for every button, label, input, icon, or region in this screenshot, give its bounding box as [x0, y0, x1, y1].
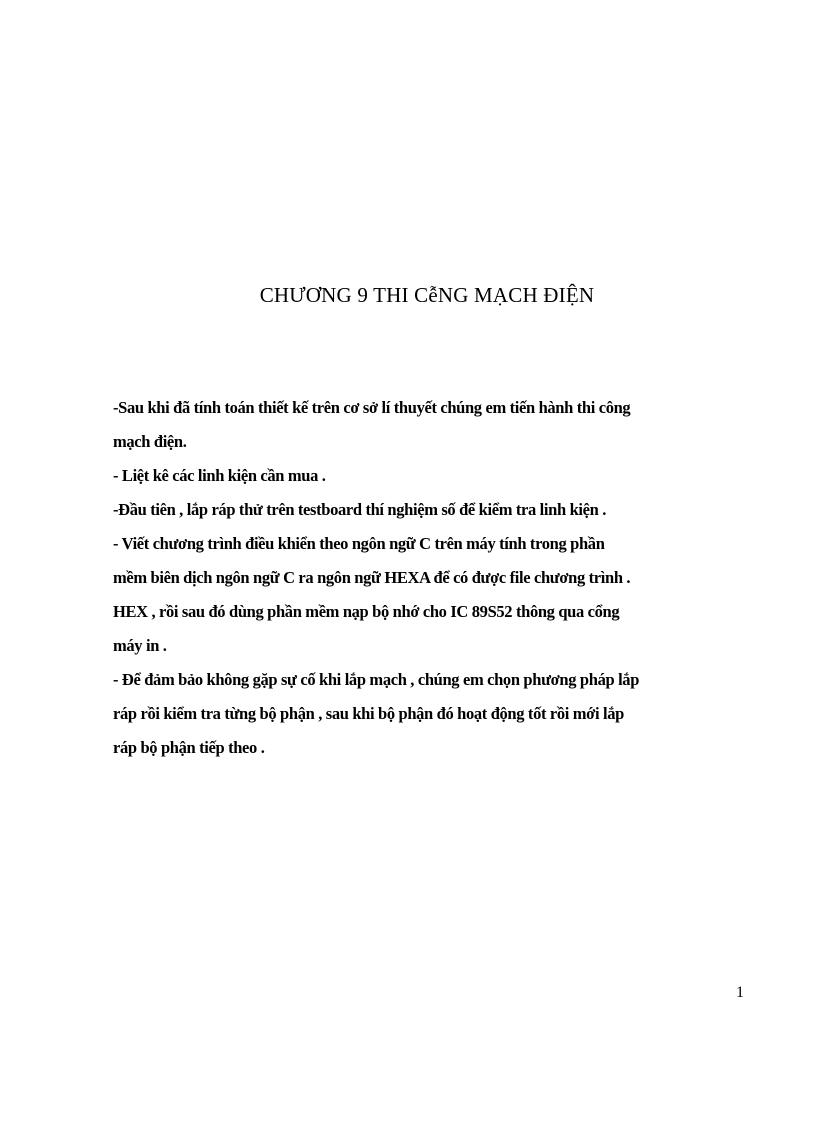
paragraph-line: - Để đảm bảo không gặp sự cố khi lắp mạch , chúng em chọn phương pháp lắp: [113, 670, 640, 689]
paragraph-line: -Đầu tiên , lắp ráp thử trên testboard thí nghiệm số để kiểm tra linh kiện .: [113, 500, 606, 519]
paragraph-line: - Liệt kê các linh kiện cần mua .: [113, 466, 326, 485]
paragraph-line: - Viết chương trình điều khiển theo ngôn ngữ C trên máy tính trong phần: [113, 534, 605, 553]
body-text: [113, 391, 753, 765]
paragraph-line: máy in .: [113, 636, 167, 655]
chapter-title: CHƯƠNG 9 THI CễNG MẠCH ĐIỆN: [259, 283, 595, 307]
page-number: 1: [736, 984, 744, 1001]
paragraph-line: mạch điện.: [113, 432, 187, 451]
paragraph-line: -Sau khi đã tính toán thiết kế trên cơ sở lí thuyết chúng em tiến hành thi công: [113, 398, 631, 417]
paragraph-line: HEX , rồi sau đó dùng phần mềm nạp bộ nhớ cho IC 89S52 thông qua cổng: [113, 602, 620, 621]
paragraph-line: ráp bộ phận tiếp theo .: [113, 738, 265, 757]
paragraph-line: mềm biên dịch ngôn ngữ C ra ngôn ngữ HEXA để có được file chương trình .: [113, 568, 631, 587]
paragraph-line: ráp rồi kiểm tra từng bộ phận , sau khi bộ phận đó hoạt động tốt rồi mới lắp: [113, 704, 624, 723]
